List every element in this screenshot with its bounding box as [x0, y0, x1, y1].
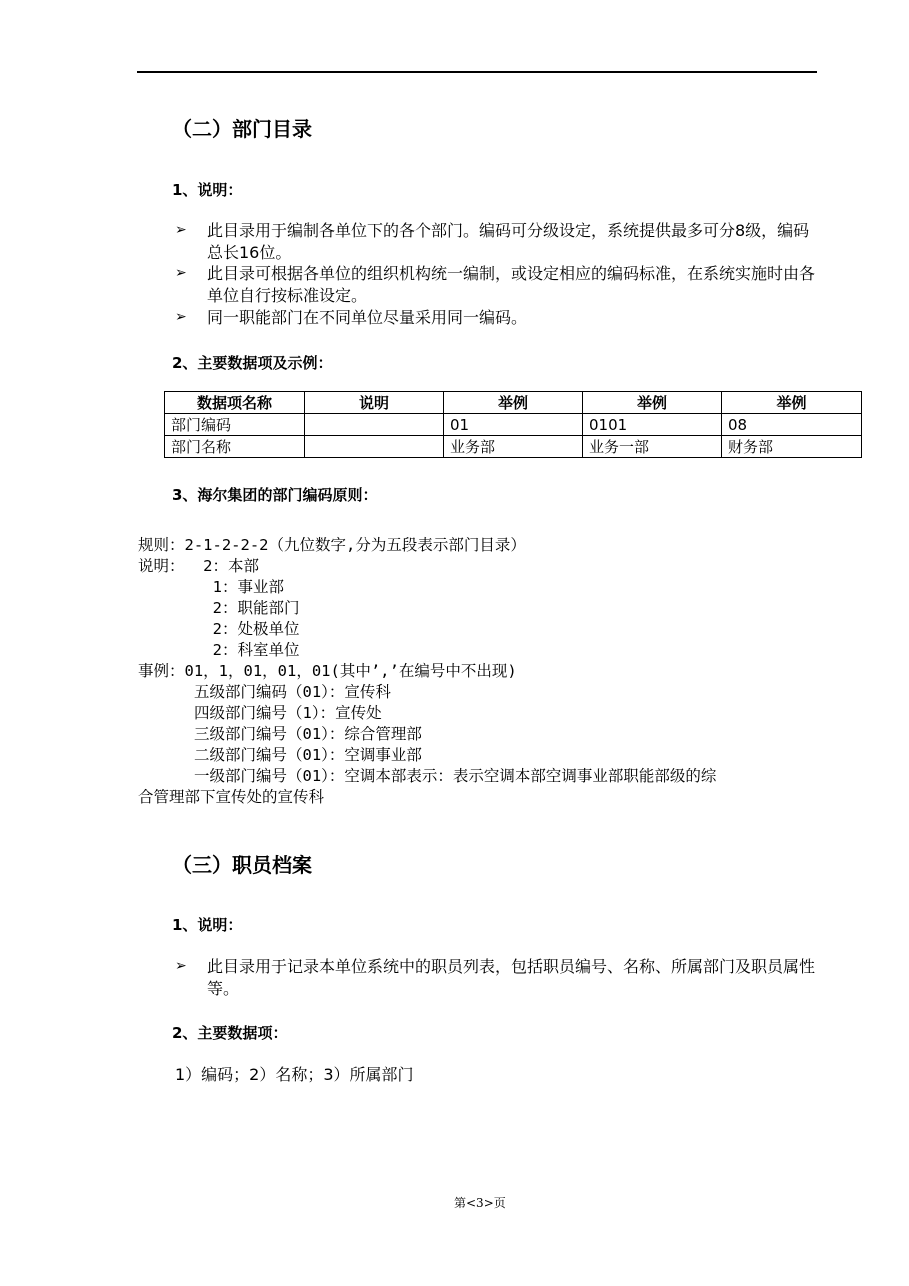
rule-line: 合管理部下宣传处的宣传科: [138, 788, 325, 806]
header-rule: [137, 71, 817, 73]
table-cell: 业务一部: [583, 436, 722, 458]
table-cell: 部门名称: [165, 436, 305, 458]
column-header: 举例: [444, 392, 583, 414]
rule-line: 五级部门编码（01）：宣传科: [138, 683, 391, 701]
rule-line: 2：科室单位: [138, 641, 300, 659]
column-header: 举例: [722, 392, 862, 414]
bullet-arrow-icon: ➢: [175, 265, 187, 281]
column-header: 说明: [305, 392, 444, 414]
bullet-text: 此目录用于记录本单位系统中的职员列表，包括职员编号、名称、所属部门及职员属性等。: [207, 957, 816, 998]
subheading-description: 1、说明：: [172, 181, 243, 199]
rule-line: 二级部门编号（01）：空调事业部: [138, 746, 422, 764]
rule-line: 三级部门编号（01）：综合管理部: [138, 725, 422, 743]
subheading-data-items: 2、主要数据项及示例：: [172, 354, 333, 372]
rule-line: 四级部门编号（1）：宣传处: [138, 704, 382, 722]
bullet-arrow-icon: ➢: [175, 222, 187, 238]
table-header-row: [165, 392, 862, 414]
rule-line: 说明： 2：本部: [138, 557, 259, 575]
rule-line: 规则：2-1-2-2-2（九位数字,分为五段表示部门目录）: [138, 536, 526, 554]
table-cell: 部门编码: [165, 414, 305, 436]
bullet-arrow-icon: ➢: [175, 309, 187, 325]
table-cell: 01: [444, 414, 583, 436]
bullet-text: 同一职能部门在不同单位尽量采用同一编码。: [207, 308, 528, 327]
table-cell: 财务部: [722, 436, 862, 458]
table-cell: [305, 414, 444, 436]
bullet-text: 此目录用于编制各单位下的各个部门。编码可分级设定，系统提供最多可分8级，编码总长16位。: [207, 221, 810, 262]
rule-line: 1：事业部: [138, 578, 284, 596]
rule-line: 2：处极单位: [138, 620, 300, 638]
rule-line: 2：职能部门: [138, 599, 300, 617]
table-row: [165, 414, 862, 436]
data-items-line: 1）编码；2）名称；3）所属部门: [175, 1065, 414, 1084]
table-cell: 0101: [583, 414, 722, 436]
column-header: 举例: [583, 392, 722, 414]
subheading-description: 1、说明：: [172, 916, 243, 934]
column-header: 数据项名称: [165, 392, 305, 414]
section-title: （二）部门目录: [172, 117, 312, 141]
bullet-arrow-icon: ➢: [175, 958, 187, 974]
rule-line: 一级部门编号（01）：空调本部表示：表示空调本部空调事业部职能部级的综: [138, 767, 717, 785]
subheading-coding-rule: 3、海尔集团的部门编码原则：: [172, 486, 378, 504]
table-cell: 08: [722, 414, 862, 436]
data-items-table: [164, 391, 862, 458]
table-cell: 业务部: [444, 436, 583, 458]
section-title: （三）职员档案: [172, 853, 312, 877]
table-cell: [305, 436, 444, 458]
subheading-data-items: 2、主要数据项：: [172, 1024, 288, 1042]
page-number: 第<3>页: [454, 1196, 506, 1210]
table-row: [165, 436, 862, 458]
bullet-text: 此目录可根据各单位的组织机构统一编制，或设定相应的编码标准，在系统实施时由各单位自行按标准设定。: [207, 264, 816, 305]
rule-line: 事例：01，1，01，01，01(其中’,’在编号中不出现): [138, 662, 517, 680]
